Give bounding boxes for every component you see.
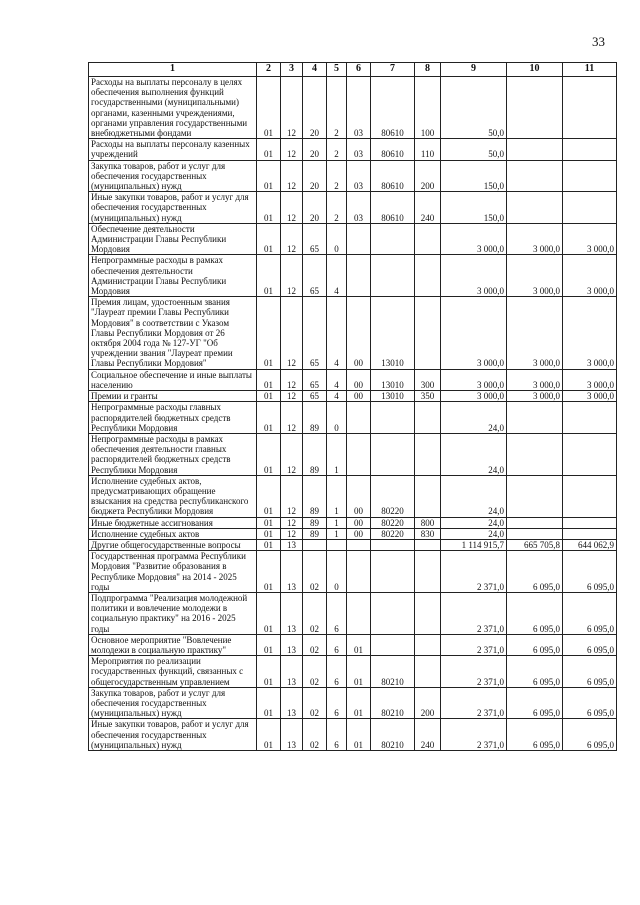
row-value-cell: 80220	[371, 517, 415, 528]
row-value-cell: 12	[281, 255, 303, 297]
row-value-cell: 3 000,0	[507, 223, 563, 255]
row-value-cell	[415, 255, 441, 297]
row-value-cell: 02	[303, 592, 327, 634]
row-value-cell	[371, 433, 415, 475]
row-value-cell: 01	[257, 223, 281, 255]
row-value-cell: 65	[303, 297, 327, 369]
table-row	[89, 223, 617, 255]
row-value-cell	[347, 539, 371, 550]
row-value-cell	[371, 223, 415, 255]
row-value-cell	[415, 433, 441, 475]
row-value-cell: 01	[257, 192, 281, 224]
row-value-cell: 13010	[371, 369, 415, 390]
row-value-cell: 65	[303, 255, 327, 297]
row-name-cell: Другие общегосударственные вопросы	[89, 539, 257, 550]
row-value-cell: 3 000,0	[563, 297, 617, 369]
row-value-cell: 12	[281, 402, 303, 434]
row-value-cell: 6 095,0	[563, 719, 617, 751]
table-row	[89, 539, 617, 550]
row-value-cell	[563, 433, 617, 475]
row-value-cell	[415, 656, 441, 688]
row-value-cell: 2	[327, 139, 347, 160]
row-value-cell	[507, 528, 563, 539]
row-value-cell: 00	[347, 391, 371, 402]
row-value-cell: 3 000,0	[563, 223, 617, 255]
row-name-cell: Непрограммные расходы в рамках обеспечения деятельности Администрации Главы Республики Мордовия	[89, 255, 257, 297]
table-row	[89, 475, 617, 517]
row-value-cell: 6	[327, 634, 347, 655]
row-value-cell: 12	[281, 77, 303, 139]
header-cell: 10	[507, 63, 563, 77]
row-value-cell	[507, 192, 563, 224]
row-value-cell: 2 371,0	[441, 687, 507, 719]
row-value-cell: 03	[347, 160, 371, 192]
row-value-cell: 01	[347, 656, 371, 688]
row-name-cell: Основное мероприятие "Вовлечение молодежи в социальную практику"	[89, 634, 257, 655]
table-row	[89, 517, 617, 528]
row-value-cell: 24,0	[441, 433, 507, 475]
row-value-cell: 50,0	[441, 77, 507, 139]
row-value-cell: 24,0	[441, 517, 507, 528]
row-value-cell: 01	[257, 539, 281, 550]
row-value-cell	[371, 551, 415, 593]
row-name-cell: Государственная программа Республики Мордовия "Развитие образования в Республике Мордовия" на 2014 - 2025 годы	[89, 551, 257, 593]
table-row	[89, 551, 617, 593]
row-value-cell: 12	[281, 517, 303, 528]
row-value-cell: 89	[303, 475, 327, 517]
row-value-cell: 6 095,0	[563, 551, 617, 593]
row-value-cell: 2 371,0	[441, 592, 507, 634]
row-value-cell: 01	[257, 551, 281, 593]
row-value-cell: 89	[303, 433, 327, 475]
row-value-cell: 12	[281, 369, 303, 390]
row-value-cell: 89	[303, 528, 327, 539]
row-value-cell: 01	[257, 433, 281, 475]
row-value-cell: 3 000,0	[441, 297, 507, 369]
row-name-cell: Расходы на выплаты персоналу казенных учреждений	[89, 139, 257, 160]
row-value-cell: 12	[281, 139, 303, 160]
row-value-cell: 13010	[371, 297, 415, 369]
header-cell: 7	[371, 63, 415, 77]
header-cell: 8	[415, 63, 441, 77]
row-value-cell: 6 095,0	[507, 687, 563, 719]
row-value-cell: 1 114 915,7	[441, 539, 507, 550]
row-value-cell: 00	[347, 528, 371, 539]
row-value-cell: 02	[303, 551, 327, 593]
row-value-cell: 4	[327, 255, 347, 297]
row-value-cell: 12	[281, 160, 303, 192]
row-value-cell: 80220	[371, 528, 415, 539]
table-row	[89, 402, 617, 434]
row-value-cell: 644 062,9	[563, 539, 617, 550]
row-value-cell: 01	[257, 297, 281, 369]
row-value-cell: 150,0	[441, 192, 507, 224]
header-cell: 3	[281, 63, 303, 77]
row-value-cell: 24,0	[441, 402, 507, 434]
row-value-cell	[563, 475, 617, 517]
row-value-cell: 12	[281, 223, 303, 255]
header-cell: 5	[327, 63, 347, 77]
row-value-cell: 350	[415, 391, 441, 402]
row-value-cell: 100	[415, 77, 441, 139]
row-value-cell: 200	[415, 687, 441, 719]
row-value-cell	[415, 592, 441, 634]
table-row	[89, 592, 617, 634]
row-value-cell: 89	[303, 517, 327, 528]
row-value-cell: 240	[415, 719, 441, 751]
row-value-cell: 20	[303, 77, 327, 139]
row-name-cell: Закупка товаров, работ и услуг для обеспечения государственных (муниципальных) нужд	[89, 687, 257, 719]
row-value-cell: 3 000,0	[441, 255, 507, 297]
row-value-cell: 13	[281, 656, 303, 688]
header-cell: 4	[303, 63, 327, 77]
table-row	[89, 369, 617, 390]
row-name-cell: Расходы на выплаты персоналу в целях обеспечения выполнения функций государственными (муниципальными) органами, казенными учреждениями, органами управления государственными внебюджетными фондами	[89, 77, 257, 139]
row-value-cell	[563, 192, 617, 224]
row-value-cell: 01	[347, 719, 371, 751]
row-name-cell: Иные бюджетные ассигнования	[89, 517, 257, 528]
row-value-cell: 20	[303, 160, 327, 192]
row-value-cell: 665 705,8	[507, 539, 563, 550]
row-value-cell: 300	[415, 369, 441, 390]
row-value-cell: 2	[327, 160, 347, 192]
row-value-cell	[371, 402, 415, 434]
row-value-cell: 150,0	[441, 160, 507, 192]
row-value-cell	[415, 634, 441, 655]
budget-table	[88, 62, 617, 751]
table-row	[89, 192, 617, 224]
row-value-cell: 830	[415, 528, 441, 539]
table-row	[89, 77, 617, 139]
row-value-cell	[563, 139, 617, 160]
row-name-cell: Иные закупки товаров, работ и услуг для обеспечения государственных (муниципальных) нужд	[89, 719, 257, 751]
row-value-cell: 6 095,0	[507, 592, 563, 634]
row-value-cell: 3 000,0	[507, 391, 563, 402]
row-value-cell: 24,0	[441, 528, 507, 539]
row-name-cell: Подпрограмма "Реализация молодежной политики и вовлечение молодежи в социальную практику" на 2016 - 2025 годы	[89, 592, 257, 634]
row-value-cell: 01	[257, 687, 281, 719]
header-cell: 1	[89, 63, 257, 77]
row-value-cell: 80610	[371, 192, 415, 224]
row-value-cell	[507, 475, 563, 517]
row-value-cell: 20	[303, 192, 327, 224]
row-value-cell: 13	[281, 539, 303, 550]
row-value-cell	[563, 517, 617, 528]
row-value-cell: 6 095,0	[507, 551, 563, 593]
row-value-cell: 3 000,0	[563, 369, 617, 390]
row-value-cell	[347, 592, 371, 634]
row-value-cell: 12	[281, 391, 303, 402]
row-value-cell: 6	[327, 592, 347, 634]
row-value-cell: 2 371,0	[441, 719, 507, 751]
row-value-cell	[507, 139, 563, 160]
row-value-cell	[347, 255, 371, 297]
row-value-cell	[507, 77, 563, 139]
row-value-cell: 3 000,0	[507, 369, 563, 390]
row-value-cell: 12	[281, 192, 303, 224]
table-row	[89, 391, 617, 402]
row-value-cell: 4	[327, 391, 347, 402]
row-value-cell	[347, 402, 371, 434]
row-value-cell: 13010	[371, 391, 415, 402]
header-cell: 11	[563, 63, 617, 77]
row-value-cell: 20	[303, 139, 327, 160]
row-value-cell: 00	[347, 369, 371, 390]
row-value-cell: 6	[327, 656, 347, 688]
row-value-cell: 13	[281, 592, 303, 634]
table-row	[89, 297, 617, 369]
row-value-cell: 2 371,0	[441, 656, 507, 688]
row-value-cell: 24,0	[441, 475, 507, 517]
row-value-cell: 13	[281, 719, 303, 751]
row-value-cell: 01	[257, 528, 281, 539]
row-name-cell: Иные закупки товаров, работ и услуг для обеспечения государственных (муниципальных) нужд	[89, 192, 257, 224]
row-value-cell: 240	[415, 192, 441, 224]
row-value-cell: 00	[347, 517, 371, 528]
row-value-cell: 02	[303, 634, 327, 655]
row-value-cell: 6	[327, 719, 347, 751]
table-row	[89, 255, 617, 297]
row-value-cell: 6 095,0	[507, 656, 563, 688]
row-value-cell: 03	[347, 192, 371, 224]
row-value-cell	[563, 77, 617, 139]
table-row	[89, 634, 617, 655]
row-value-cell: 12	[281, 433, 303, 475]
row-value-cell: 4	[327, 297, 347, 369]
row-name-cell: Премия лицам, удостоенным звания "Лауреат премии Главы Республики Мордовия" в соответствии с Указом Главы Республики Мордовия от 26 октября 2004 года № 127-УГ "Об учреждении звания "Лауреат премии Главы Республики Мордовия"	[89, 297, 257, 369]
row-value-cell: 80210	[371, 687, 415, 719]
row-value-cell	[507, 517, 563, 528]
row-value-cell: 01	[257, 160, 281, 192]
row-value-cell: 110	[415, 139, 441, 160]
row-value-cell	[415, 297, 441, 369]
row-value-cell: 80210	[371, 719, 415, 751]
row-value-cell	[563, 160, 617, 192]
row-value-cell: 01	[257, 255, 281, 297]
row-value-cell: 01	[257, 592, 281, 634]
row-value-cell: 6	[327, 687, 347, 719]
row-value-cell	[371, 634, 415, 655]
row-value-cell: 2 371,0	[441, 551, 507, 593]
row-value-cell	[347, 433, 371, 475]
row-value-cell	[415, 402, 441, 434]
row-value-cell: 13	[281, 687, 303, 719]
row-value-cell	[415, 539, 441, 550]
row-value-cell: 80210	[371, 656, 415, 688]
row-value-cell: 12	[281, 297, 303, 369]
row-value-cell: 3 000,0	[563, 391, 617, 402]
row-value-cell: 01	[257, 391, 281, 402]
row-value-cell: 6 095,0	[563, 592, 617, 634]
row-value-cell: 50,0	[441, 139, 507, 160]
row-name-cell: Непрограммные расходы главных распорядителей бюджетных средств Республики Мордовия	[89, 402, 257, 434]
table-row	[89, 528, 617, 539]
row-value-cell	[347, 223, 371, 255]
row-value-cell	[563, 402, 617, 434]
row-value-cell: 01	[257, 475, 281, 517]
row-value-cell: 01	[347, 634, 371, 655]
row-value-cell	[371, 255, 415, 297]
row-value-cell: 80610	[371, 139, 415, 160]
row-name-cell: Непрограммные расходы в рамках обеспечения деятельности главных распорядителей бюджетных средств Республики Мордовия	[89, 433, 257, 475]
row-value-cell: 80220	[371, 475, 415, 517]
table-row	[89, 139, 617, 160]
row-value-cell: 2	[327, 77, 347, 139]
row-name-cell: Социальное обеспечение и иные выплаты населению	[89, 369, 257, 390]
row-value-cell: 1	[327, 528, 347, 539]
row-value-cell	[371, 539, 415, 550]
row-name-cell: Мероприятия по реализации государственных функций, связанных с общегосударственным управлением	[89, 656, 257, 688]
row-value-cell: 200	[415, 160, 441, 192]
row-value-cell: 3 000,0	[507, 255, 563, 297]
row-value-cell: 03	[347, 77, 371, 139]
row-value-cell	[327, 539, 347, 550]
row-value-cell	[507, 402, 563, 434]
row-value-cell: 01	[257, 634, 281, 655]
row-value-cell: 3 000,0	[563, 255, 617, 297]
row-value-cell: 6 095,0	[563, 634, 617, 655]
row-value-cell	[303, 539, 327, 550]
row-value-cell: 3 000,0	[441, 391, 507, 402]
table-body	[89, 77, 617, 751]
row-value-cell: 1	[327, 517, 347, 528]
row-value-cell: 00	[347, 475, 371, 517]
row-name-cell: Исполнение судебных актов	[89, 528, 257, 539]
row-value-cell	[415, 551, 441, 593]
header-cell: 2	[257, 63, 281, 77]
row-value-cell: 80610	[371, 160, 415, 192]
row-value-cell	[507, 160, 563, 192]
header-row	[89, 63, 617, 77]
row-value-cell: 01	[257, 139, 281, 160]
row-value-cell: 00	[347, 297, 371, 369]
row-value-cell: 01	[347, 687, 371, 719]
row-value-cell: 800	[415, 517, 441, 528]
row-value-cell: 01	[257, 369, 281, 390]
row-value-cell: 65	[303, 223, 327, 255]
row-value-cell: 0	[327, 223, 347, 255]
row-value-cell: 6 095,0	[507, 719, 563, 751]
header-cell: 9	[441, 63, 507, 77]
row-value-cell: 65	[303, 391, 327, 402]
row-value-cell: 03	[347, 139, 371, 160]
row-name-cell: Премии и гранты	[89, 391, 257, 402]
header-cell: 6	[347, 63, 371, 77]
table-row	[89, 687, 617, 719]
row-value-cell: 01	[257, 77, 281, 139]
row-value-cell: 13	[281, 634, 303, 655]
row-value-cell: 2	[327, 192, 347, 224]
row-value-cell	[507, 433, 563, 475]
row-value-cell: 02	[303, 719, 327, 751]
row-value-cell: 01	[257, 719, 281, 751]
row-value-cell	[415, 223, 441, 255]
row-value-cell: 0	[327, 402, 347, 434]
row-value-cell: 3 000,0	[441, 223, 507, 255]
row-value-cell: 65	[303, 369, 327, 390]
row-value-cell: 12	[281, 528, 303, 539]
row-value-cell: 6 095,0	[563, 656, 617, 688]
row-value-cell: 3 000,0	[441, 369, 507, 390]
table-row	[89, 719, 617, 751]
row-value-cell	[415, 475, 441, 517]
table-row	[89, 656, 617, 688]
row-value-cell: 01	[257, 517, 281, 528]
row-value-cell: 01	[257, 656, 281, 688]
row-name-cell: Исполнение судебных актов, предусматривающих обращение взыскания на средства республиканского бюджета Республики Мордовия	[89, 475, 257, 517]
row-name-cell: Закупка товаров, работ и услуг для обеспечения государственных (муниципальных) нужд	[89, 160, 257, 192]
table-row	[89, 160, 617, 192]
row-value-cell	[563, 528, 617, 539]
row-value-cell: 6 095,0	[507, 634, 563, 655]
row-name-cell: Обеспечение деятельности Администрации Главы Республики Мордовия	[89, 223, 257, 255]
page-number: 33	[592, 34, 605, 49]
row-value-cell: 89	[303, 402, 327, 434]
row-value-cell: 2 371,0	[441, 634, 507, 655]
row-value-cell: 02	[303, 687, 327, 719]
row-value-cell: 02	[303, 656, 327, 688]
row-value-cell: 1	[327, 475, 347, 517]
table-row	[89, 433, 617, 475]
row-value-cell: 6 095,0	[563, 687, 617, 719]
row-value-cell	[347, 551, 371, 593]
row-value-cell: 1	[327, 433, 347, 475]
row-value-cell: 3 000,0	[507, 297, 563, 369]
row-value-cell: 4	[327, 369, 347, 390]
row-value-cell: 13	[281, 551, 303, 593]
row-value-cell: 0	[327, 551, 347, 593]
row-value-cell: 80610	[371, 77, 415, 139]
row-value-cell: 12	[281, 475, 303, 517]
row-value-cell	[371, 592, 415, 634]
row-value-cell: 01	[257, 402, 281, 434]
